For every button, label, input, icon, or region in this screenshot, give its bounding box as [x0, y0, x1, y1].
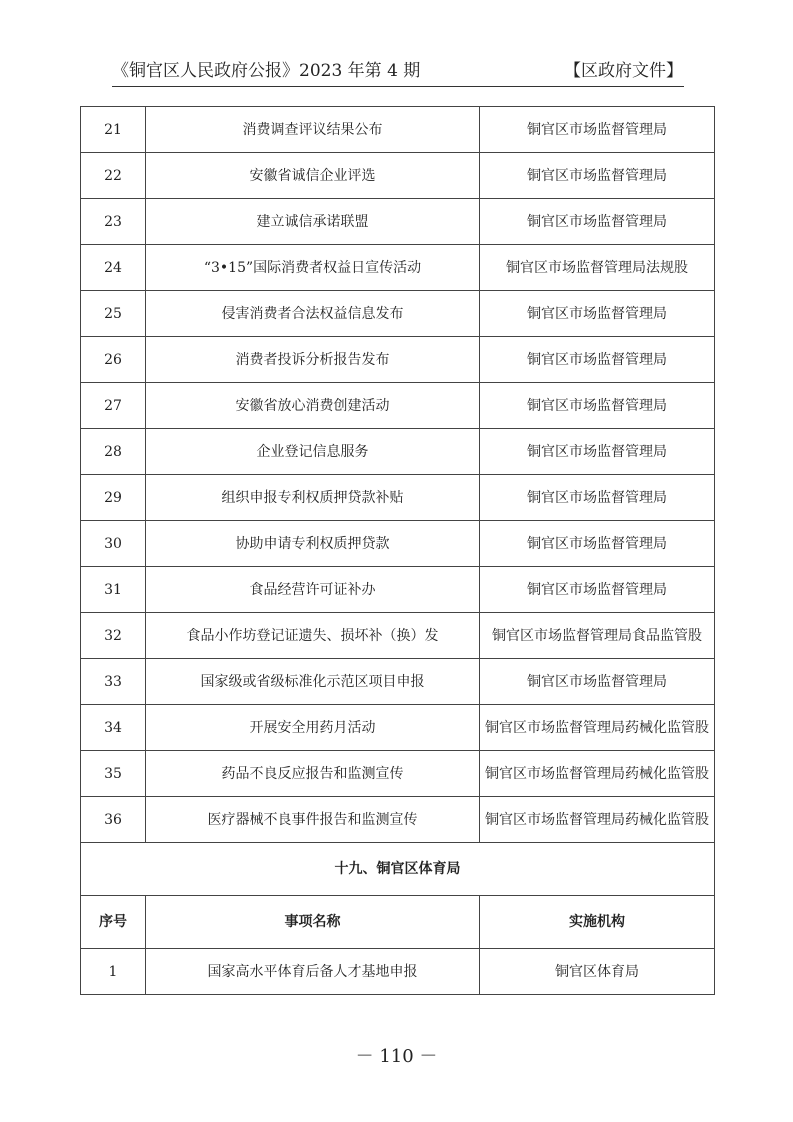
cell-name: “3•15”国际消费者权益日宣传活动	[146, 245, 480, 291]
publication-title: 《铜官区人民政府公报》2023 年第 4 期	[112, 61, 421, 81]
cell-org: 铜官区市场监督管理局药械化监管股	[480, 751, 715, 797]
cell-name: 开展安全用药月活动	[146, 705, 480, 751]
cell-no: 25	[81, 291, 146, 337]
cell-org: 铜官区市场监督管理局	[480, 567, 715, 613]
cell-name: 国家高水平体育后备人才基地申报	[146, 949, 480, 995]
cell-no: 31	[81, 567, 146, 613]
cell-name: 企业登记信息服务	[146, 429, 480, 475]
cell-org: 铜官区市场监督管理局药械化监管股	[480, 705, 715, 751]
cell-org: 实施机构	[480, 896, 715, 949]
cell-name: 消费者投诉分析报告发布	[146, 337, 480, 383]
table-row	[81, 153, 715, 199]
table-row	[81, 797, 715, 843]
table-row	[81, 659, 715, 705]
header-divider	[112, 86, 684, 87]
cell-org: 铜官区市场监督管理局	[480, 107, 715, 153]
cell-no: 26	[81, 337, 146, 383]
cell-org: 铜官区市场监督管理局	[480, 429, 715, 475]
cell-name: 协助申请专利权质押贷款	[146, 521, 480, 567]
cell-org: 铜官区体育局	[480, 949, 715, 995]
table-header-row	[81, 896, 715, 949]
cell-no: 27	[81, 383, 146, 429]
section-heading-row	[81, 843, 715, 896]
cell-name: 组织申报专利权质押贷款补贴	[146, 475, 480, 521]
cell-no: 35	[81, 751, 146, 797]
cell-name: 国家级或省级标准化示范区项目申报	[146, 659, 480, 705]
table-row	[81, 107, 715, 153]
cell-no: 36	[81, 797, 146, 843]
cell-org: 铜官区市场监督管理局	[480, 291, 715, 337]
cell-org: 铜官区市场监督管理局	[480, 521, 715, 567]
cell-no: 32	[81, 613, 146, 659]
cell-no: 28	[81, 429, 146, 475]
cell-no: 30	[81, 521, 146, 567]
page-number: － 110 －	[355, 1046, 438, 1067]
cell-no: 21	[81, 107, 146, 153]
cell-name: 食品经营许可证补办	[146, 567, 480, 613]
cell-no: 22	[81, 153, 146, 199]
cell-org: 铜官区市场监督管理局	[480, 337, 715, 383]
service-items-table	[80, 106, 715, 995]
document-category: 【区政府文件】	[564, 61, 683, 81]
cell-org: 铜官区市场监督管理局	[480, 199, 715, 245]
table-row	[81, 383, 715, 429]
table-row	[81, 751, 715, 797]
cell-name: 建立诚信承诺联盟	[146, 199, 480, 245]
cell-name: 侵害消费者合法权益信息发布	[146, 291, 480, 337]
table-row	[81, 337, 715, 383]
table-row	[81, 521, 715, 567]
table-row	[81, 291, 715, 337]
table-row	[81, 705, 715, 751]
cell-name: 事项名称	[146, 896, 480, 949]
cell-no: 29	[81, 475, 146, 521]
cell-no: 24	[81, 245, 146, 291]
cell-no: 序号	[81, 896, 146, 949]
cell-no: 23	[81, 199, 146, 245]
section-title: 十九、铜官区体育局	[81, 843, 715, 896]
table-row	[81, 567, 715, 613]
cell-name: 食品小作坊登记证遗失、损坏补（换）发	[146, 613, 480, 659]
table-row	[81, 429, 715, 475]
cell-name: 安徽省放心消费创建活动	[146, 383, 480, 429]
table-row	[81, 949, 715, 995]
cell-org: 铜官区市场监督管理局	[480, 475, 715, 521]
cell-name: 消费调查评议结果公布	[146, 107, 480, 153]
cell-no: 33	[81, 659, 146, 705]
cell-org: 铜官区市场监督管理局食品监管股	[480, 613, 715, 659]
cell-org: 铜官区市场监督管理局	[480, 659, 715, 705]
cell-name: 安徽省诚信企业评选	[146, 153, 480, 199]
table-row	[81, 613, 715, 659]
cell-name: 药品不良反应报告和监测宣传	[146, 751, 480, 797]
cell-no: 34	[81, 705, 146, 751]
cell-org: 铜官区市场监督管理局药械化监管股	[480, 797, 715, 843]
cell-org: 铜官区市场监督管理局	[480, 383, 715, 429]
cell-no: 1	[81, 949, 146, 995]
cell-name: 医疗器械不良事件报告和监测宣传	[146, 797, 480, 843]
cell-org: 铜官区市场监督管理局	[480, 153, 715, 199]
table-row	[81, 475, 715, 521]
table-row	[81, 245, 715, 291]
table-row	[81, 199, 715, 245]
cell-org: 铜官区市场监督管理局法规股	[480, 245, 715, 291]
